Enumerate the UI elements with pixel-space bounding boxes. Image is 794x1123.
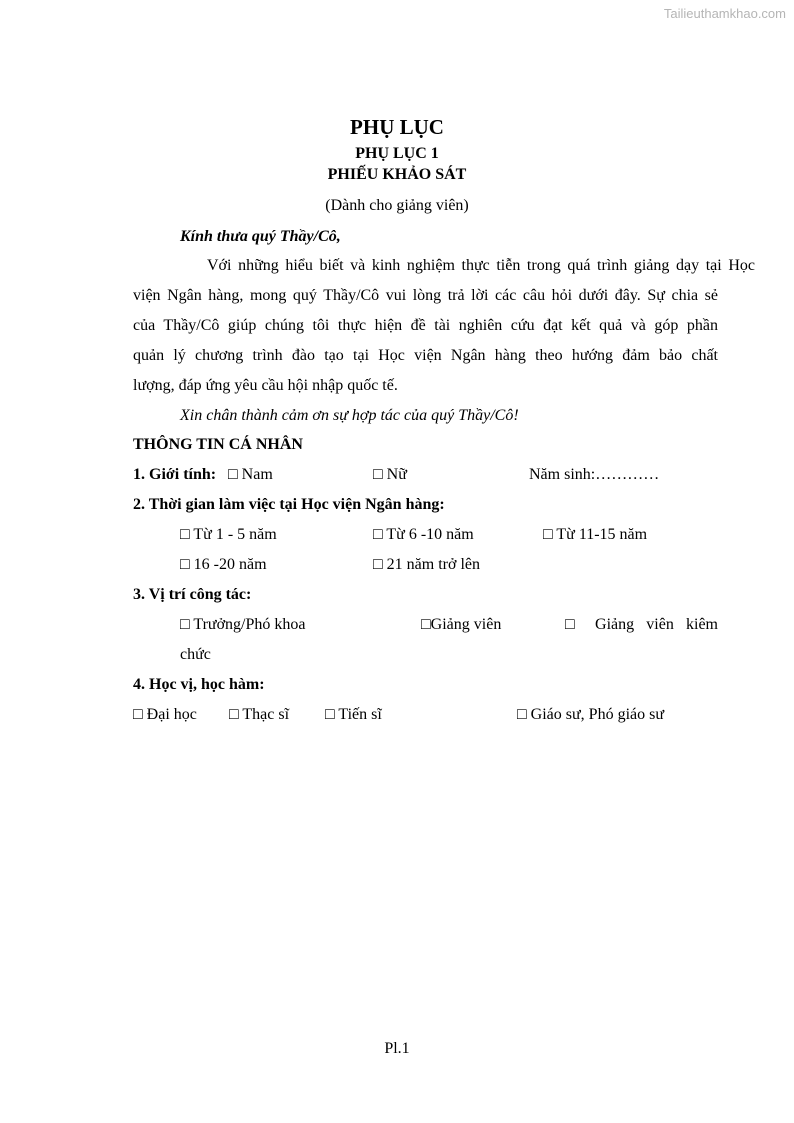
q4-option[interactable]: □ Tiến sĩ bbox=[325, 706, 382, 723]
q1-option-female[interactable]: □ Nữ bbox=[373, 466, 407, 483]
intro-line-5: lượng, đáp ứng yêu cầu hội nhập quốc tế. bbox=[133, 377, 398, 394]
page-title: PHỤ LỤC bbox=[350, 115, 444, 139]
appendix-title: PHỤ LỤC 1 bbox=[355, 145, 439, 162]
intro-line-4: quản lý chương trình đào tạo tại Học viện Ngân hàng theo hướng đảm bảo chất bbox=[133, 347, 718, 364]
page-number: Pl.1 bbox=[384, 1040, 410, 1057]
intro-line-2: viện Ngân hàng, mong quý Thầy/Cô vui lòng trả lời các câu hỏi dưới đây. Sự chia sẻ bbox=[133, 287, 718, 304]
audience-note: (Dành cho giảng viên) bbox=[325, 197, 469, 214]
q2-option[interactable]: □ Từ 6 -10 năm bbox=[373, 526, 474, 543]
section-title: THÔNG TIN CÁ NHÂN bbox=[133, 436, 303, 453]
q1-label: 1. Giới tính: bbox=[133, 466, 217, 483]
survey-title: PHIẾU KHẢO SÁT bbox=[327, 166, 467, 183]
q1-option-male[interactable]: □ Nam bbox=[228, 466, 273, 483]
q2-label: 2. Thời gian làm việc tại Học viện Ngân hàng: bbox=[133, 496, 445, 513]
q3-option-continued: chức bbox=[180, 646, 211, 663]
intro-line-1: Với những hiểu biết và kinh nghiệm thực tiễn trong quá trình giảng dạy tại Học bbox=[207, 257, 755, 274]
q4-option[interactable]: □ Thạc sĩ bbox=[229, 706, 290, 723]
q4-option[interactable]: □ Giáo sư, Phó giáo sư bbox=[517, 706, 665, 723]
greeting: Kính thưa quý Thầy/Cô, bbox=[180, 228, 341, 245]
q4-label: 4. Học vị, học hàm: bbox=[133, 676, 265, 693]
watermark-text: Tailieuthamkhao.com bbox=[663, 6, 786, 21]
q1-birth-year[interactable]: Năm sinh:………… bbox=[529, 466, 660, 483]
thanks-line: Xin chân thành cảm ơn sự hợp tác của quý Thầy/Cô! bbox=[180, 407, 519, 424]
q3-option[interactable]: □ Trưởng/Phó khoa bbox=[180, 616, 306, 633]
q3-label: 3. Vị trí công tác: bbox=[133, 586, 252, 603]
q2-option[interactable]: □ Từ 11-15 năm bbox=[543, 526, 648, 543]
q3-option[interactable]: □ Giảng viên kiêm bbox=[565, 616, 718, 633]
q2-option[interactable]: □ Từ 1 - 5 năm bbox=[180, 526, 277, 543]
q2-option[interactable]: □ 21 năm trở lên bbox=[373, 556, 480, 573]
intro-line-3: của Thầy/Cô giúp chúng tôi thực hiện đề tài nghiên cứu đạt kết quả và góp phần bbox=[133, 317, 718, 334]
q2-option[interactable]: □ 16 -20 năm bbox=[180, 556, 267, 573]
q4-option[interactable]: □ Đại học bbox=[133, 706, 197, 723]
q3-option[interactable]: □Giảng viên bbox=[421, 616, 502, 633]
